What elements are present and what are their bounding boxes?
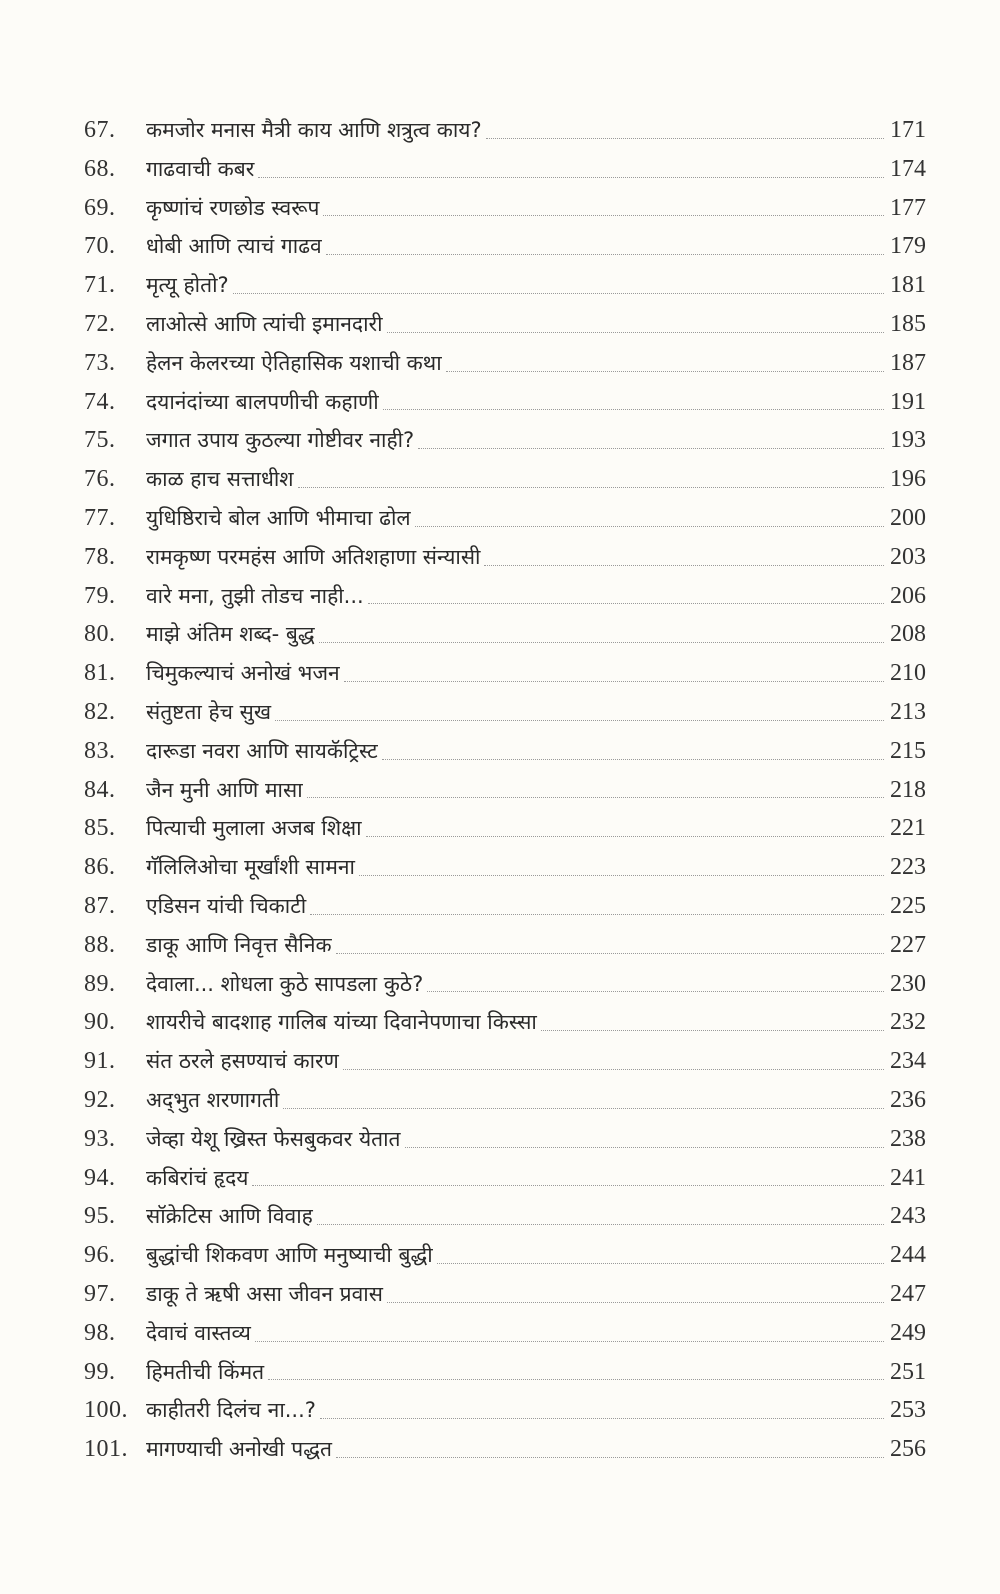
toc-entry [84,848,926,887]
toc-entry-page-number: 247 [890,1280,926,1307]
toc-entry-title: जेव्हा येशू ख्रिस्त फेसबुकवर येतात [146,1126,401,1151]
toc-entry-number: 101. [84,1436,128,1463]
toc-entry-number: 100. [84,1397,128,1424]
dot-leader [405,1147,884,1148]
dot-leader [298,487,884,488]
toc-entry [84,1314,926,1353]
toc-entry-number: 76. [84,466,116,493]
toc-entry-title: धोबी आणि त्याचं गाढव [146,234,322,259]
toc-entry [84,266,926,305]
toc-entry-page-number: 232 [890,1009,926,1036]
dot-leader [336,1457,884,1458]
toc-entry-number: 91. [84,1048,116,1075]
toc-entry-page-number: 213 [890,698,926,725]
toc-entry [84,1391,926,1430]
toc-entry-title: बुद्धांची शिकवण आणि मनुष्याची बुद्धी [146,1243,433,1268]
toc-entry-page-number: 206 [890,582,926,609]
toc-entry-page-number: 249 [890,1319,926,1346]
toc-entry-number: 90. [84,1009,116,1036]
toc-entry-title: जगात उपाय कुठल्या गोष्टीवर नाही? [146,428,415,453]
toc-entry-page-number: 181 [890,272,926,299]
toc-entry-number: 79. [84,582,116,609]
toc-entry [84,732,926,771]
toc-entry-page-number: 203 [890,543,926,570]
dot-leader [359,875,884,876]
toc-entry [84,1353,926,1392]
toc-entry [84,1275,926,1314]
toc-entry-title: देवाला... शोधला कुठे सापडला कुठे? [146,971,424,996]
toc-entry [84,1120,926,1159]
toc-entry-number: 70. [84,233,116,260]
dot-leader [541,1030,884,1031]
dot-leader [307,797,884,798]
dot-leader [368,603,884,604]
toc-entry-number: 92. [84,1086,116,1113]
toc-entry-page-number: 191 [890,388,926,415]
toc-entry-title: डाकू आणि निवृत्त सैनिक [146,932,332,957]
toc-entry-page-number: 253 [890,1397,926,1424]
dot-leader [484,565,884,566]
toc-entry-page-number: 171 [890,117,926,143]
dot-leader [387,1302,884,1303]
toc-entry-title: मागण्याची अनोखी पद्धत [146,1437,332,1462]
toc-entry [84,1236,926,1275]
dot-leader [366,836,884,837]
toc-entry-number: 77. [84,504,116,531]
toc-entry [84,809,926,848]
toc-entry-page-number: 251 [890,1358,926,1385]
toc-entry [84,383,926,422]
toc-entry-title: काळ हाच सत्ताधीश [146,467,294,492]
toc-entry [84,1430,926,1469]
dot-leader [319,642,884,643]
toc-entry-title: काहीतरी दिलंच ना...? [146,1398,316,1423]
toc-entry [84,654,926,693]
toc-entry-page-number: 200 [890,504,926,531]
toc-entry-title: कृष्णांचं रणछोड स्वरूप [146,195,320,220]
toc-entry-title: हिमतीची किंमत [146,1359,265,1384]
toc-entry-title: दारूडा नवरा आणि सायकॅट्रिस्ट [146,738,378,763]
toc-entry-page-number: 244 [890,1242,926,1269]
dot-leader [320,1418,884,1419]
toc-entry [84,227,926,266]
toc-entry-title: हेलन केलरच्या ऐतिहासिक यशाची कथा [146,350,442,375]
dot-leader [283,1108,884,1109]
toc-entry-number: 82. [84,698,116,725]
dot-leader [344,681,884,682]
toc-entry-title: पित्याची मुलाला अजब शिक्षा [146,816,362,841]
dot-leader [418,448,884,449]
toc-entry-number: 98. [84,1319,116,1346]
toc-entry-page-number: 234 [890,1048,926,1075]
dot-leader [258,177,884,178]
toc-entry-page-number: 174 [890,155,926,182]
dot-leader [427,991,884,992]
toc-entry [84,1159,926,1198]
toc-entry-title: चिमुकल्याचं अनोखं भजन [146,661,340,686]
toc-entry-page-number: 236 [890,1086,926,1113]
toc-entry [84,771,926,810]
toc-entry-page-number: 179 [890,233,926,260]
toc-entry [84,150,926,189]
toc-entry-title: गॅलिलिओचा मूर्खांशी सामना [146,855,355,880]
toc-entry-title: मृत्यू होतो? [146,273,229,298]
toc-entry-number: 80. [84,621,116,648]
toc-entry [84,615,926,654]
toc-entry-number: 99. [84,1358,116,1385]
toc-entry [84,499,926,538]
dot-leader [252,1185,884,1186]
toc-entry [84,189,926,228]
toc-entry-number: 95. [84,1203,116,1230]
toc-entry-number: 96. [84,1242,116,1269]
dot-leader [437,1263,884,1264]
dot-leader [382,759,884,760]
toc-entry-title: जैन मुनी आणि मासा [146,777,303,802]
toc-entry-title: माझे अंतिम शब्द- बुद्ध [146,622,315,647]
toc-entry-page-number: 185 [890,310,926,337]
toc-entry-number: 71. [84,272,116,299]
toc-entry [84,344,926,383]
toc-entry-title: कमजोर मनास मैत्री काय आणि शत्रुत्व काय? [146,118,482,142]
toc-entry-number: 78. [84,543,116,570]
toc-entry-page-number: 218 [890,776,926,803]
toc-entry-page-number: 221 [890,815,926,842]
dot-leader [310,914,884,915]
dot-leader [275,720,884,721]
toc-entry-number: 72. [84,310,116,337]
toc-entry-page-number: 187 [890,349,926,376]
toc-entry-title: शायरीचे बादशाह गालिब यांच्या दिवानेपणाचा किस्सा [146,1010,537,1035]
toc-entry-title: संतुष्टता हेच सुख [146,699,272,724]
toc-entry-number: 67. [84,117,116,143]
dot-leader [387,332,884,333]
toc-entry-page-number: 208 [890,621,926,648]
toc-entry [84,421,926,460]
toc-entry [84,887,926,926]
toc-entry-number: 86. [84,854,116,881]
toc-entry-number: 88. [84,931,116,958]
toc-entry-title: संत ठरले हसण्याचं कारण [146,1049,339,1074]
toc-entry-title: वारे मना, तुझी तोडच नाही... [146,583,364,608]
toc-entry [84,1042,926,1081]
toc-entry-number: 81. [84,660,116,687]
toc-entry [84,1197,926,1236]
dot-leader [255,1341,884,1342]
toc-entry-title: सॉक्रेटिस आणि विवाह [146,1204,313,1229]
toc-entry-title: डाकू ते ऋषी असा जीवन प्रवास [146,1281,383,1306]
dot-leader [415,526,884,527]
toc-entry-number: 89. [84,970,116,997]
dot-leader [233,293,884,294]
toc-entry-title: एडिसन यांची चिकाटी [146,893,307,918]
toc-entry-title: दयानंदांच्या बालपणीची कहाणी [146,389,379,414]
dot-leader [446,371,884,372]
toc-entry [84,460,926,499]
dot-leader [323,215,884,216]
toc-entry [84,693,926,732]
toc-entry-page-number: 227 [890,931,926,958]
toc-entry-number: 85. [84,815,116,842]
toc-entry-page-number: 256 [890,1436,926,1463]
toc-entry-number: 84. [84,776,116,803]
toc-entry-page-number: 196 [890,466,926,493]
toc-entry [84,926,926,965]
toc-entry-number: 97. [84,1280,116,1307]
dot-leader [486,138,884,139]
toc-entry-title: रामकृष्ण परमहंस आणि अतिशहाणा संन्यासी [146,544,481,569]
toc-entry-page-number: 210 [890,660,926,687]
toc-entry-title: युधिष्ठिराचे बोल आणि भीमाचा ढोल [146,505,411,530]
dot-leader [336,953,884,954]
dot-leader [383,409,884,410]
toc-entry-page-number: 193 [890,427,926,454]
toc-entry-title: लाओत्से आणि त्यांची इमानदारी [146,311,383,336]
toc-entry-page-number: 230 [890,970,926,997]
toc-entry-title: देवाचं वास्तव्य [146,1320,251,1345]
toc-entry-number: 75. [84,427,116,454]
toc-entry-number: 69. [84,194,116,221]
toc-entry-page-number: 238 [890,1125,926,1152]
toc-entry-number: 74. [84,388,116,415]
toc-entry [84,305,926,344]
toc-entry-title: गाढवाची कबर [146,156,255,181]
toc-entry-title: अद्‍भुत शरणागती [146,1087,280,1112]
toc-entry-number: 83. [84,737,116,764]
toc-entry-page-number: 215 [890,737,926,764]
toc-entry-page-number: 177 [890,194,926,221]
toc-entry [84,538,926,577]
toc-entry [84,577,926,616]
dot-leader [268,1379,884,1380]
toc-entry-number: 87. [84,892,116,919]
toc-entry-title: कबिरांचं हृदय [146,1165,249,1190]
dot-leader [317,1224,884,1225]
toc-entry-page-number: 223 [890,854,926,881]
toc-entry-number: 73. [84,349,116,376]
toc-entry [84,1081,926,1120]
dot-leader [326,254,884,255]
dot-leader [343,1069,884,1070]
toc-entry-page-number: 243 [890,1203,926,1230]
table-of-contents [84,111,926,1469]
toc-entry-number: 94. [84,1164,116,1191]
toc-entry [84,1003,926,1042]
toc-entry [84,111,926,150]
toc-entry-number: 93. [84,1125,116,1152]
toc-entry-page-number: 241 [890,1164,926,1191]
toc-entry [84,965,926,1004]
toc-entry-number: 68. [84,155,116,182]
toc-entry-page-number: 225 [890,892,926,919]
